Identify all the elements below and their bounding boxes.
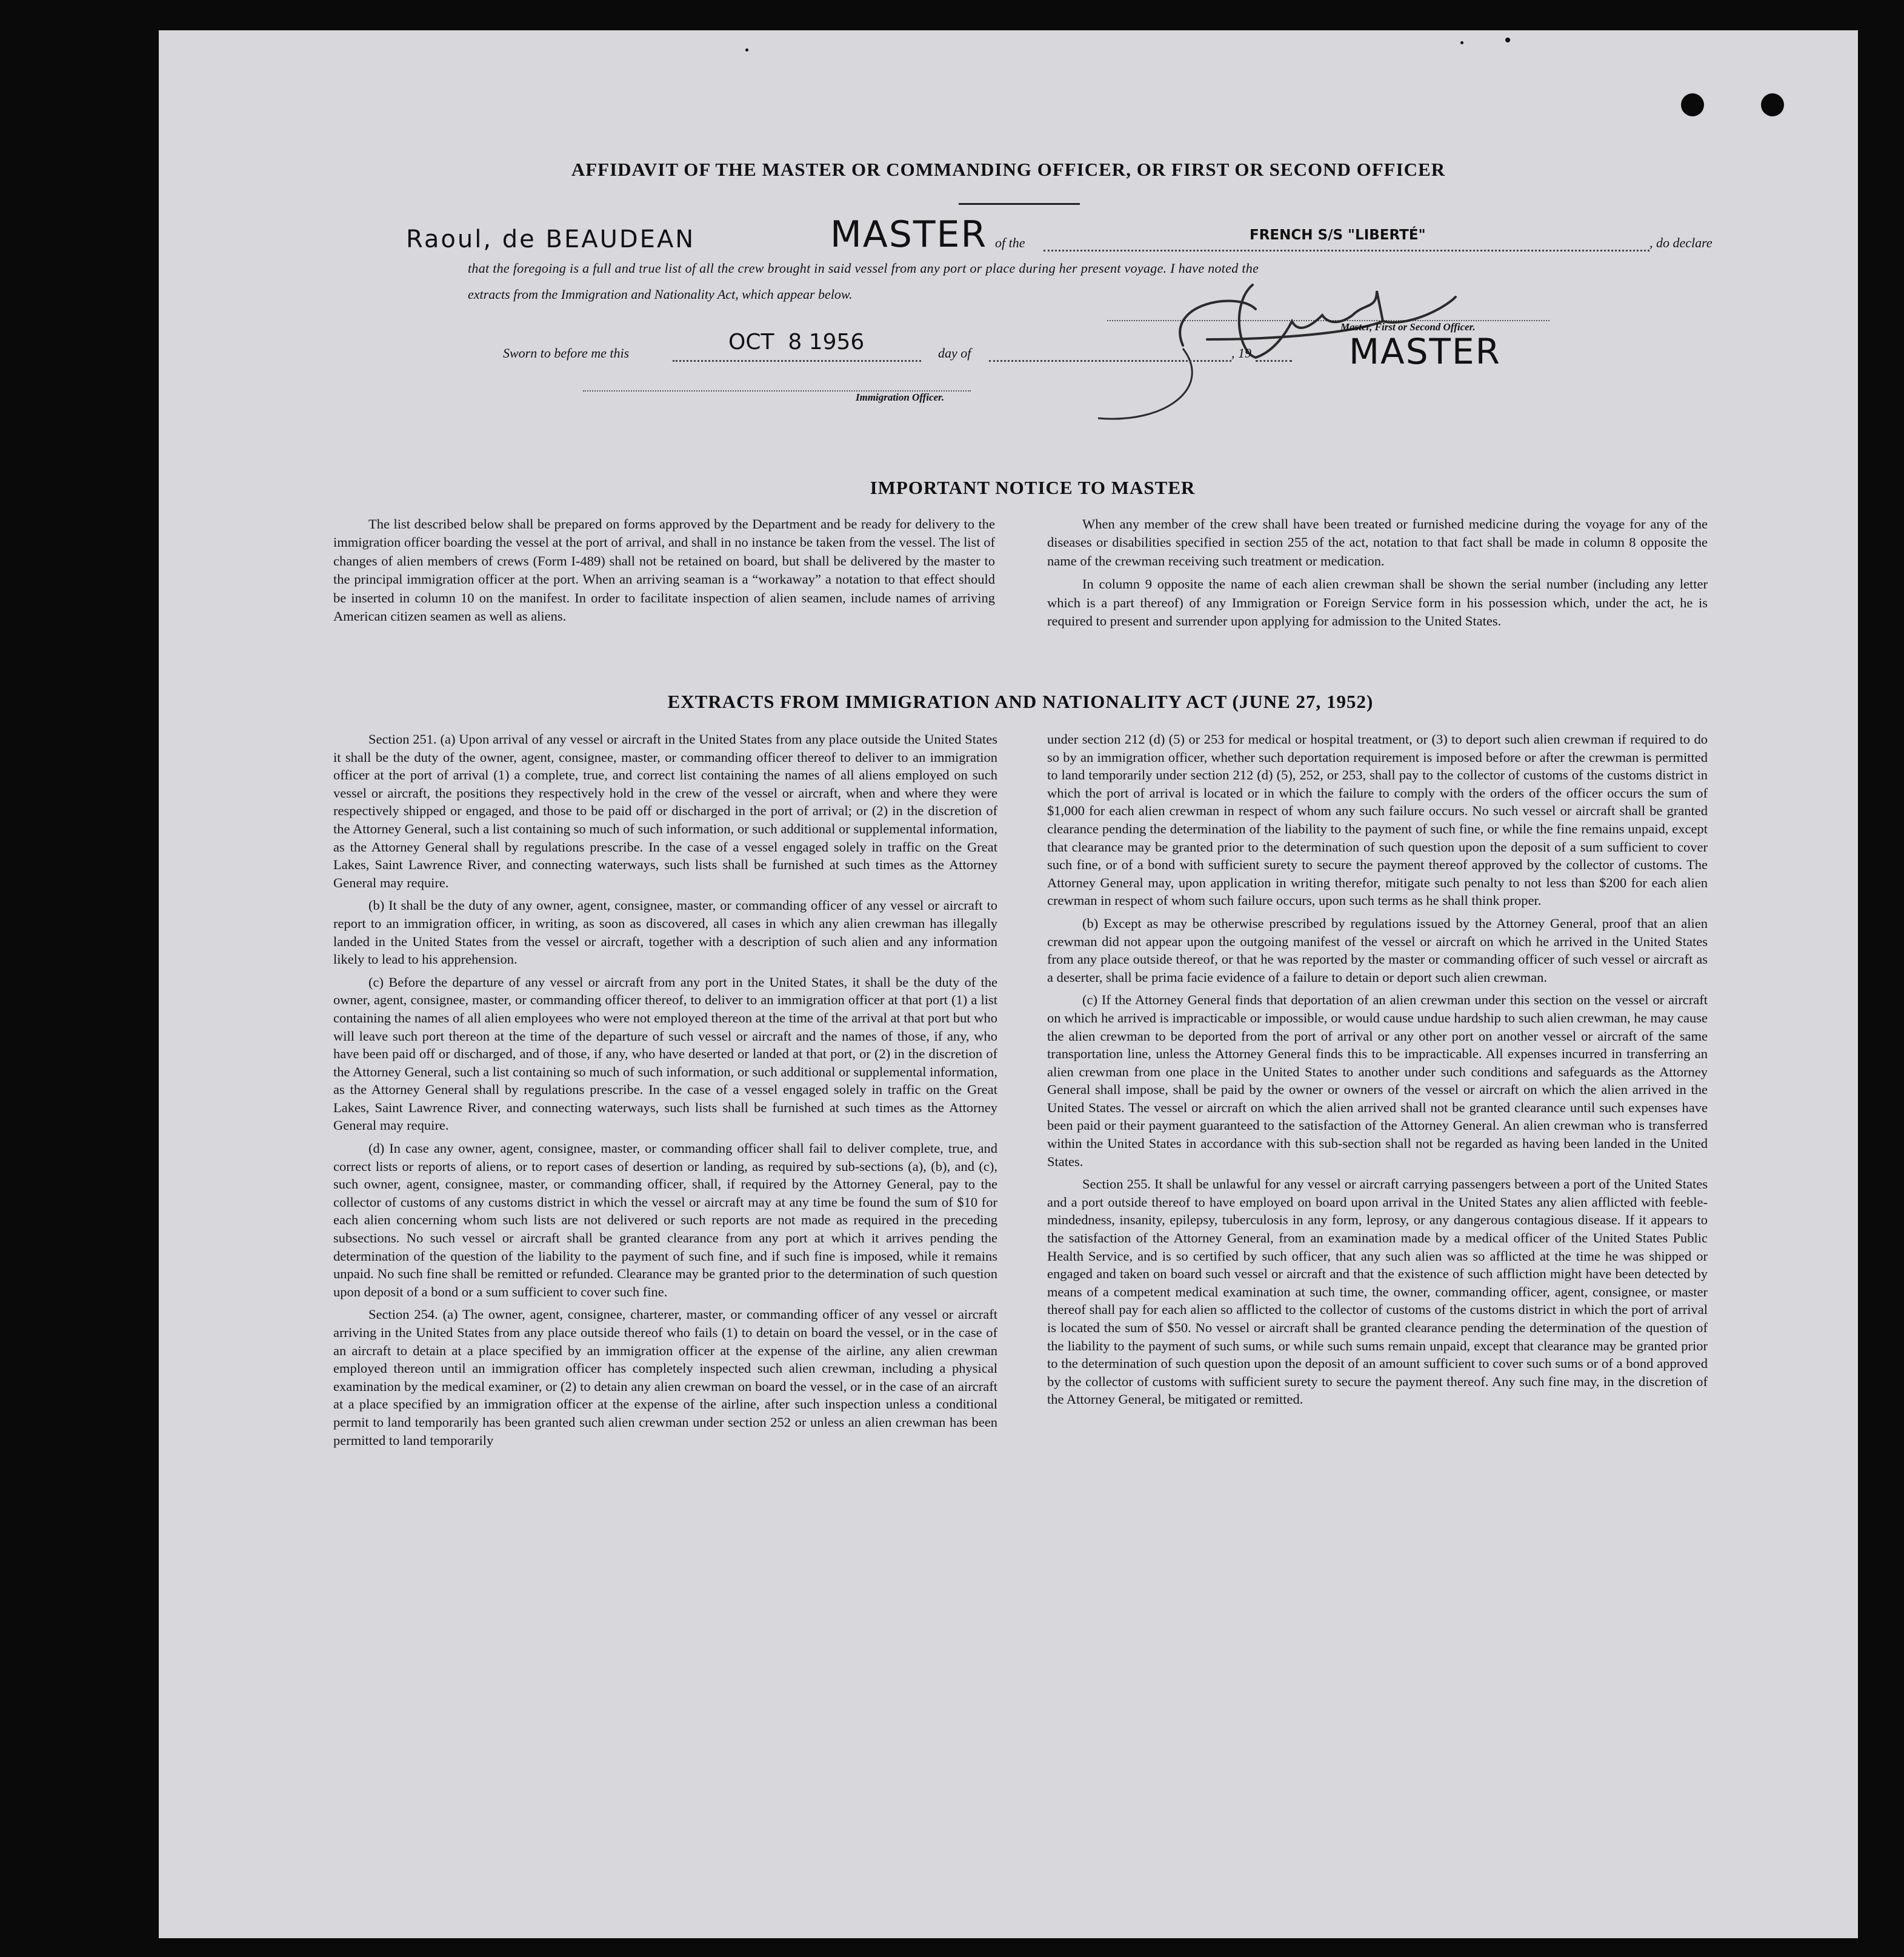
- sworn-prefix: Sworn to before me this: [503, 345, 630, 361]
- notice-paragraph: In column 9 opposite the name of each alien crewman shall be shown the serial number (including any letter which is a part thereof) of any Immigration or Foreign Service form in his possession which, under the act, he is required to present and surrender upon applying for admission to the United States.: [1047, 576, 1708, 629]
- notice-paragraph: The list described below shall be prepared on forms approved by the Department and be ready for delivery to the immigration officer boarding the vessel at the port of arrival, and shall in no instance be taken from the vessel. The list of changes of alien members of crews (Form I-489) shall not be retained on board, but shall be delivered by the master to the principal immigration officer at the port. When an arriving seaman is a “workaway” a notation to that effect should be inserted in column 10 on the manifest. In order to facilitate inspection of alien seamen, include names of arriving American citizen seamen as well as aliens.: [333, 516, 995, 624]
- sworn-date-stamp: OCT 8 1956: [728, 330, 865, 355]
- immigration-officer-label: Immigration Officer.: [856, 392, 945, 403]
- statute-paragraph: Section 251. (a) Upon arrival of any vessel or aircraft in the United States from any place outside the United States it shall be the duty of the owner, agent, consignee, master, or commanding officer thereof to deliver to an immigration officer at the port of arrival (1) a complete, true, and correct list containing the names of all aliens employed on such vessel or aircraft, the positions they respectively hold in the crew of the vessel or aircraft, when and where they were respectively shipped or engaged, and those to be paid off or discharged in the port of arrival; or (2) in the discretion of the Attorney General, such a list containing so much of such information, or such additional or supplemental information, as the Attorney General shall by regulations prescribe. In the case of a vessel engaged solely in traffic on the Great Lakes, Saint Lawrence River, and connecting waterways, such lists shall be furnished at such times as the Attorney General may require.: [333, 732, 997, 890]
- day-of-label: day of: [938, 345, 971, 361]
- statute-paragraph: under section 212 (d) (5) or 253 for medical or hospital treatment, or (3) to deport such alien crewman if required to do so by an immigration officer, whether such deportation requirement is imposed before or after the crewman is permitted to land temporarily under section 212 (d) (5), 252, or 253, shall pay to the collector of customs of the customs district in which the port of arrival is located or in which the failure to comply with the orders of the officer occurs the sum of $1,000 for each alien crewman in respect of whom any such failure occurs. No such vessel or aircraft shall be granted clearance pending the determination of the liability to the payment of such fine, or while the fine remains unpaid, except that clearance may be granted prior to the determination of such question upon the deposit of a sum sufficient to cover such fine, or of a bond with sufficient surety to secure the payment thereof approved by the collector of customs. The Attorney General may, upon application in writing therefor, mitigate such penalty to not less than $200 for each alien crewman in respect of whom such failure occurs, upon such terms as he shall think proper.: [1047, 732, 1708, 908]
- statute-paragraph: (b) Except as may be otherwise prescribed by regulations issued by the Attorney General, proof that an alien crewman did not appear upon the outgoing manifest of the vessel or aircraft on which he arrived in the United States from any place outside thereof, or that he was reported by the master or commanding officer of such vessel or aircraft as a deserter, shall be prima facie evidence of a failure to detain or deport such alien crewman.: [1047, 915, 1708, 985]
- vessel-line: [1044, 250, 1649, 252]
- notice-left-column: [333, 515, 995, 630]
- declaration-text-2: extracts from the Immigration and Nationality Act, which appear below.: [468, 287, 853, 302]
- ink-speck: [745, 48, 748, 52]
- extracts-right-column: [1047, 730, 1708, 1413]
- year-line: [1256, 360, 1292, 362]
- notice-paragraph: When any member of the crew shall have been treated or furnished medicine during the voyage for any of the diseases or disabilities specified in section 255 of the act, notation to that fact shall be made in column 8 opposite the name of the crewman receiving such treatment or medication.: [1047, 516, 1708, 568]
- statute-paragraph: Section 255. It shall be unlawful for any vessel or aircraft carrying passengers between a port of the United States and a port outside thereof to have employed on board upon arrival in the United States any alien afflicted with feeble-mindedness, insanity, epilepsy, tuberculosis in any form, leprosy, or any dangerous contagious disease. If it appears to the satisfaction of the Attorney General, from an examination made by a medical officer of the United States Public Health Service, and is so certified by such officer, that any such alien was so afflicted at the time he was shipped or engaged and taken on board such vessel or aircraft and that the existence of such affliction might have been detected by means of a competent medical examination at such time, the owner, commanding officer, agent, consignee, or master thereof shall pay for each alien so afflicted to the collector of customs of the customs district in which the port of arrival is located the sum of $50. No vessel or aircraft shall be granted clearance pending the determination of the question of the liability to the payment of such sums, or while such sums remain unpaid, except that clearance may be granted prior to the determination of such question upon the deposit of an amount sufficient to cover such sums or of a bond approved by the collector of customs with sufficient surety to secure the payment thereof. Any such fine may, in the discretion of the Attorney General, be mitigated or remitted.: [1047, 1176, 1708, 1407]
- declarant-name: Raoul, de BEAUDEAN: [406, 225, 696, 253]
- of-the-label: of the: [995, 235, 1025, 250]
- statute-paragraph: (b) It shall be the duty of any owner, agent, consignee, master, or commanding officer of any vessel or aircraft to report to an immigration officer, in writing, as soon as discovered, all cases in which any alien crewman has illegally landed in the United States from the vessel or aircraft, together with a description of such alien and any information likely to lead to his apprehension.: [333, 898, 997, 967]
- statute-paragraph: Section 254. (a) The owner, agent, consignee, charterer, master, or commanding officer of any vessel or aircraft arriving in the United States from any place outside thereof who fails (1) to detain on board the vessel, or in the case of an aircraft to detain at a place specified by an immigration officer at the expense of the airline, any alien crewman employed thereon until an immigration officer has completely inspected such alien crewman, including a physical examination by the medical examiner, or (2) to detain any alien crewman on board the vessel, or in the case of an aircraft at a place specified by an immigration officer at the expense of the airline, after such inspection unless a conditional permit to land temporarily has been granted such alien crewman under section 252 or unless an alien crewman has been permitted to land temporarily: [333, 1307, 997, 1448]
- punch-hole: [1681, 93, 1704, 116]
- affidavit-title: AFFIDAVIT OF THE MASTER OR COMMANDING OFFICER, OR FIRST OR SECOND OFFICER: [571, 159, 1446, 180]
- signer-stamp: MASTER: [1349, 331, 1501, 372]
- signer-label: Master, First or Second Officer.: [1340, 321, 1476, 333]
- statute-paragraph: (d) In case any owner, agent, consignee, master, or commanding officer shall fail to deliver complete, true, and correct lists or reports of aliens, or to report cases of desertion or landing, as required by sub-sections (a), (b), and (c), such owner, agent, consignee, master, or commanding officer, shall, if required by the Attorney General, pay to the collector of customs of any customs district in which the vessel or aircraft may at any time be found the sum of $10 for each alien concerning whom such lists are not delivered or such reports are not made as required in the preceding subsections. No such vessel or aircraft shall be granted clearance from any port at which it arrives pending the determination of the question of the liability to the payment of such fine, and if such fine is imposed, while it remains unpaid. No such fine shall be remitted or refunded. Clearance may be granted prior to the determination of such question upon deposit of a bond or a sum sufficient to cover such fine.: [333, 1141, 997, 1299]
- year-prefix: , 19: [1231, 345, 1251, 361]
- vessel-name: FRENCH S/S "LIBERTÉ": [1250, 227, 1426, 243]
- extracts-left-column: [333, 730, 997, 1454]
- notice-right-column: [1047, 515, 1708, 635]
- extracts-heading: EXTRACTS FROM IMMIGRATION AND NATIONALITY ACT (JUNE 27, 1952): [667, 691, 1374, 712]
- do-declare-label: , do declare: [1649, 235, 1713, 250]
- notice-heading: IMPORTANT NOTICE TO MASTER: [870, 477, 1196, 498]
- declarant-rank-stamp: MASTER: [830, 213, 988, 256]
- statute-paragraph: (c) Before the departure of any vessel or aircraft from any port in the United States, it shall be the duty of the owner, agent, consignee, master, or commanding officer thereof, to deliver to an immigration officer at that port (1) a list containing the names of all alien employees who were not employed thereon at the time of the arrival at that port but who will leave such port thereon at the time of the departure of such vessel or aircraft and the names of those, if any, who have been paid off or discharged, and of those, if any, who have deserted or landed at that port, or (2) in the discretion of the Attorney General, such a list containing so much of such information, or such additional or supplemental information, as the Attorney General shall by regulations prescribe. In the case of a vessel engaged solely in traffic on the Great Lakes, Saint Lawrence River, and connecting waterways, such lists shall be furnished at such times as the Attorney General may require.: [333, 974, 997, 1133]
- declaration-text-1: that the foregoing is a full and true list of all the crew brought in said vessel from any port or place during her present voyage. I have noted the: [468, 261, 1259, 276]
- statute-paragraph: (c) If the Attorney General finds that deportation of an alien crewman under this section on the vessel or aircraft on which he arrived is impracticable or impossible, or would cause undue hardship to such alien crewman, he may cause the alien crewman to be deported from the port of arrival or any other port on another vessel or aircraft of the same transportation line, unless the Attorney General finds this to be impracticable. All expenses incurred in transferring an alien crewman from one place in the United States to another under such conditions and safeguards as the Attorney General shall impose, shall be paid by the owner or owners of the vessel or aircraft on which the alien arrived in the United States. The vessel or aircraft on which the alien arrived shall not be granted clearance until such expenses have been paid or their payment guaranteed to the satisfaction of the Attorney General. An alien crewman who is transferred within the United States in accordance with this sub-section shall not be regarded as having been landed in the United States.: [1047, 992, 1708, 1169]
- sworn-date-line: [673, 360, 921, 362]
- month-line: [989, 360, 1231, 362]
- affidavit-page: [159, 30, 1858, 1938]
- punch-hole: [1761, 93, 1784, 116]
- ink-speck: [1505, 38, 1510, 42]
- ink-speck: [1460, 41, 1463, 44]
- title-underline: [959, 203, 1080, 205]
